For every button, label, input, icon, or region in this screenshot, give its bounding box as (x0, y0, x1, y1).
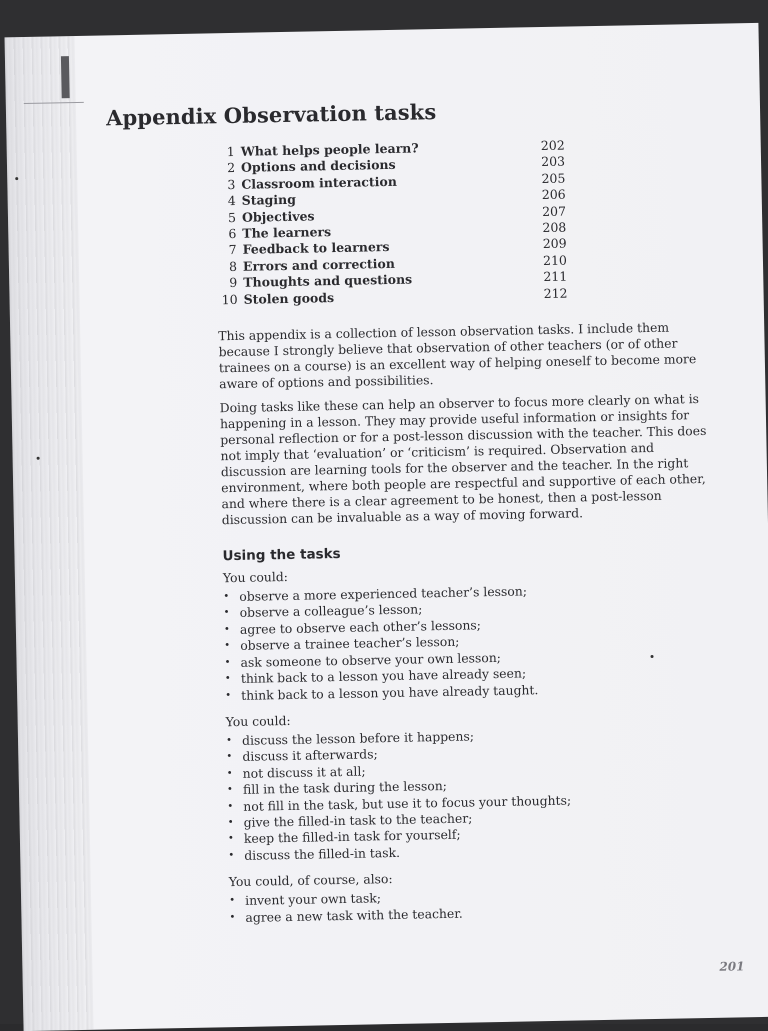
scan-speck (15, 177, 18, 180)
toc-label: Thoughts and questions (243, 271, 413, 291)
list-item-text: observe a more experienced teacher’s lesson; (239, 583, 528, 604)
bullet-icon: • (223, 607, 230, 619)
toc-number: 10 (221, 291, 238, 307)
scan-speck (37, 457, 40, 460)
bullet-icon: • (223, 591, 230, 603)
list-lead: You could: (222, 569, 289, 586)
scan-speck (651, 655, 654, 658)
list-item-text: fill in the task during the lesson; (242, 778, 448, 798)
table-of-contents (215, 138, 568, 309)
bullet-icon: • (227, 800, 234, 812)
bullet-icon: • (224, 656, 231, 668)
toc-page: 210 (542, 252, 568, 268)
toc-number: 2 (226, 160, 236, 176)
list-item-text: agree to observe each other’s lessons; (239, 617, 482, 637)
toc-label: Objectives (241, 208, 315, 225)
bullet-icon: • (224, 640, 231, 652)
book-page (5, 23, 768, 1031)
list-item-text: think back to a lesson you have already seen; (240, 665, 527, 687)
toc-page: 209 (542, 236, 567, 252)
bullet-icon: • (228, 849, 235, 861)
list-item-text: discuss the lesson before it happens; (241, 728, 475, 748)
bullet-icon: • (226, 767, 233, 779)
bullet-icon: • (225, 689, 232, 701)
toc-page: 211 (543, 268, 568, 285)
toc-page: 202 (540, 137, 565, 154)
toc-page: 205 (541, 170, 566, 186)
bullet-icon: • (224, 673, 231, 685)
toc-number: 6 (228, 225, 237, 242)
toc-label: Classroom interaction (241, 173, 398, 192)
toc-label: Staging (241, 191, 297, 209)
bullet-icon: • (227, 833, 234, 845)
toc-number: 9 (229, 275, 238, 291)
toc-page: 212 (543, 285, 568, 301)
list-item-text: think back to a lesson you have already taught. (241, 681, 539, 703)
page-tab-mark (61, 56, 70, 98)
list-item-text: keep the filled-in task for yourself; (243, 827, 461, 847)
toc-number: 4 (227, 193, 236, 209)
list-item-text: discuss the filled-in task. (244, 844, 401, 863)
list-item-text: not fill in the task, but use it to focus your thoughts; (243, 792, 572, 814)
list-item-text: observe a colleague’s lesson; (239, 601, 423, 621)
toc-page: 206 (541, 186, 566, 203)
intro-paragraph: Doing tasks like these can help an observer to focus more clearly on what is happening in a lesson. They may provide useful information or insights for personal reflection or for a post-lesson discussion with the teacher. This does not imply that ‘evaluation’ or ‘criticism’ is required. Observation and discussion are learning tools for the observer and the teacher. In the right environment, where both people are respectful and supportive of each other, and where there is a clear agreement to be honest, then a post-lesson discussion can be invaluable as a way of moving forward. (219, 391, 707, 528)
bullet-icon: • (227, 817, 234, 829)
bullet-icon: • (226, 751, 233, 763)
bullet-list (223, 580, 727, 704)
bullet-icon: • (223, 623, 230, 636)
toc-label: The learners (242, 224, 332, 241)
list-item-text: give the filled-in task to the teacher; (243, 810, 473, 830)
toc-page: 208 (542, 219, 567, 236)
bullet-icon: • (225, 734, 233, 747)
toc-number: 1 (226, 143, 235, 160)
list-lead: You could, of course, also: (228, 871, 393, 890)
list-item-text: invent your own task; (244, 890, 382, 909)
intro-paragraph: This appendix is a collection of lesson observation tasks. I include them because I strongly believe that observation of other teachers (or of other trainees on a course) is an excellent way of helping oneself to become more aware of options and possibilities. (218, 319, 697, 392)
toc-label: Options and decisions (240, 157, 396, 176)
toc-label: Errors and correction (242, 255, 396, 274)
list-item-text: discuss it afterwards; (242, 746, 378, 765)
toc-label: Stolen goods (243, 289, 335, 307)
bullet-icon: • (229, 911, 236, 923)
toc-number: 5 (227, 209, 237, 225)
page-number: 201 (719, 959, 745, 974)
toc-number: 3 (227, 176, 236, 192)
toc-number: 8 (228, 258, 238, 274)
toc-page: 203 (541, 153, 566, 170)
bullet-icon: • (226, 784, 234, 796)
section-heading: Using the tasks (222, 546, 341, 565)
list-item-text: agree a new task with the teacher. (245, 905, 463, 925)
page-title: Appendix Observation tasks (105, 99, 437, 131)
bullet-list (226, 723, 730, 864)
list-item-text: ask someone to observe your own lesson; (240, 649, 502, 670)
binding-shadow (5, 36, 94, 1031)
toc-number: 7 (228, 242, 237, 258)
toc-page: 207 (541, 203, 567, 219)
page-content (106, 94, 732, 939)
bullet-list (229, 884, 732, 926)
list-lead: You could: (225, 712, 291, 730)
list-item-text: observe a trainee teacher’s lesson; (240, 633, 460, 654)
list-item-text: not discuss it at all; (242, 763, 366, 781)
bullet-icon: • (229, 895, 236, 907)
toc-label: What helps people learn? (240, 140, 419, 159)
toc-label: Feedback to learners (242, 239, 390, 258)
